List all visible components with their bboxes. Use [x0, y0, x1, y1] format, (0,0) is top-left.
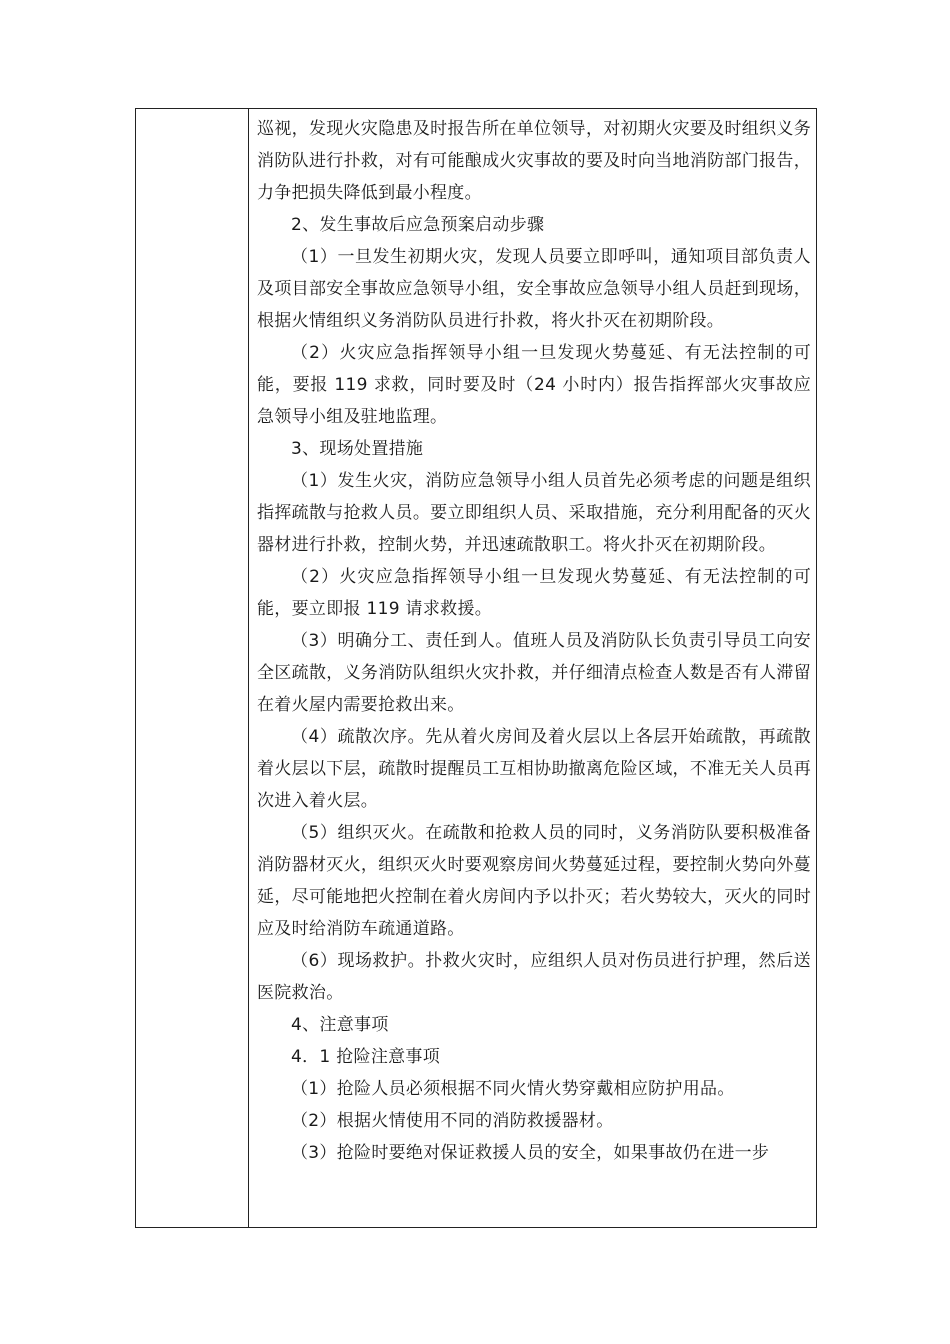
document-table — [135, 108, 817, 1228]
table-label-column — [136, 109, 249, 1227]
paragraph-15: （2）根据火情使用不同的消防救援器材。 — [291, 1111, 614, 1131]
table-content-cell — [257, 113, 811, 1169]
paragraph-14: （1）抢险人员必须根据不同火情火势穿戴相应防护用品。 — [291, 1079, 735, 1099]
subsection-heading-4-1: 4．1 抢险注意事项 — [291, 1047, 441, 1067]
paragraph-4: （2）火灾应急指挥领导小组一旦发现火势蔓延、有无法控制的可能，要报 119 求救，同时要及时（24 小时内）报告指挥部火灾事故应急领导小组及驻地监理。 — [257, 343, 811, 427]
paragraph-1: 巡视，发现火灾隐患及时报告所在单位领导，对初期火灾要及时组织义务消防队进行扑救，对有可能酿成火灾事故的要及时向当地消防部门报告，力争把损失降低到最小程度。 — [257, 119, 811, 203]
paragraph-16: （3）抢险时要绝对保证救援人员的安全，如果事故仍在进一步 — [291, 1143, 770, 1163]
paragraph-7: （2）火灾应急指挥领导小组一旦发现火势蔓延、有无法控制的可能，要立即报 119 请求救援。 — [257, 567, 811, 619]
paragraph-8: （3）明确分工、责任到人。值班人员及消防队长负责引导员工向安全区疏散，义务消防队组织火灾扑救，并仔细清点检查人数是否有人滞留在着火屋内需要抢救出来。 — [257, 631, 811, 715]
section-heading-2: 2、发生事故后应急预案启动步骤 — [291, 215, 545, 235]
section-heading-3: 3、现场处置措施 — [291, 439, 424, 459]
paragraph-11: （6）现场救护。扑救火灾时，应组织人员对伤员进行护理，然后送医院救治。 — [257, 951, 811, 1003]
paragraph-3: （1）一旦发生初期火灾，发现人员要立即呼叫，通知项目部负责人及项目部安全事故应急领导小组，安全事故应急领导小组人员赶到现场，根据火情组织义务消防队员进行扑救，将火扑灭在初期阶段。 — [257, 247, 811, 331]
paragraph-9: （4）疏散次序。先从着火房间及着火层以上各层开始疏散，再疏散着火层以下层，疏散时提醒员工互相协助撤离危险区域，不准无关人员再次进入着火层。 — [257, 727, 811, 811]
paragraph-6: （1）发生火灾，消防应急领导小组人员首先必须考虑的问题是组织指挥疏散与抢救人员。要立即组织人员、采取措施，充分利用配备的灭火器材进行扑救，控制火势，并迅速疏散职工。将火扑灭在初期阶段。 — [257, 471, 811, 555]
paragraph-10: （5）组织灭火。在疏散和抢救人员的同时，义务消防队要积极准备消防器材灭火，组织灭火时要观察房间火势蔓延过程，要控制火势向外蔓延，尽可能地把火控制在着火房间内予以扑灭；若火势较大，灭火的同时应及时给消防车疏通道路。 — [257, 823, 811, 939]
section-heading-4: 4、注意事项 — [291, 1015, 389, 1035]
